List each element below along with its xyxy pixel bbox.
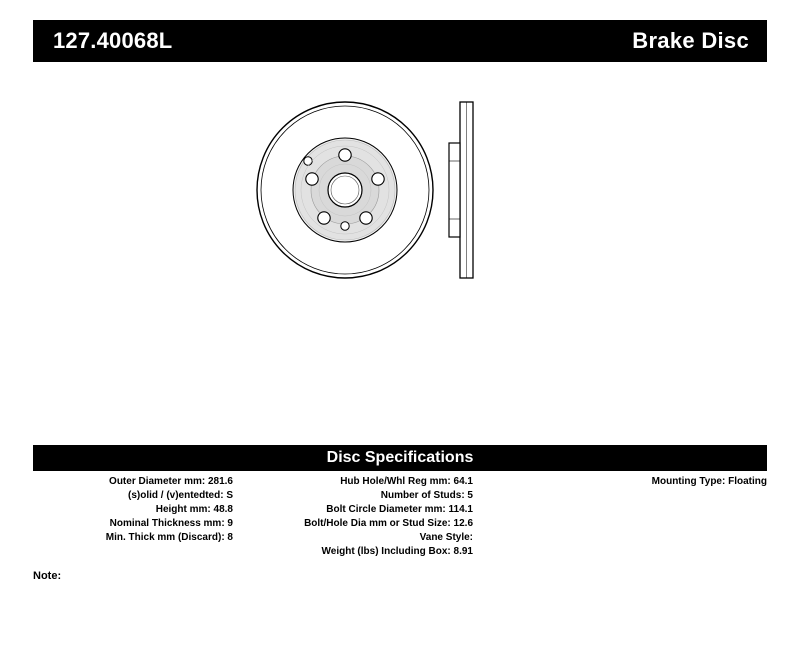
- spec-item: Min. Thick mm (Discard): 8: [105, 532, 233, 543]
- brake-disc-illustration: [250, 95, 550, 285]
- specs-column-middle: [248, 475, 473, 559]
- spec-item: Vane Style:: [419, 532, 473, 543]
- spec-item: Height mm: 48.8: [155, 504, 233, 515]
- brake-disc-drawing: [250, 95, 550, 285]
- specs-column-left: [33, 475, 233, 545]
- page-title: Brake Disc: [632, 28, 749, 53]
- spec-item: Outer Diameter mm: 281.6: [109, 476, 233, 487]
- spec-item: Nominal Thickness mm: 9: [109, 518, 233, 529]
- part-number: 127.40068L: [53, 28, 173, 53]
- specs-section-title: Disc Specifications: [326, 449, 474, 466]
- specs-section-header: [33, 445, 767, 471]
- rotor-edge-view: [449, 102, 473, 278]
- spec-item: (s)olid / (v)entedted: S: [128, 490, 233, 501]
- spec-item: Mounting Type: Floating: [651, 476, 767, 487]
- rotor-face-view: [257, 102, 433, 278]
- specs-body: [33, 475, 767, 585]
- spec-item: Bolt/Hole Dia mm or Stud Size: 12.6: [304, 518, 473, 529]
- spec-item: Hub Hole/Whl Reg mm: 64.1: [340, 476, 473, 487]
- note-label: Note:: [33, 570, 62, 582]
- spec-item: Number of Studs: 5: [380, 490, 473, 501]
- spec-item: Bolt Circle Diameter mm: 114.1: [326, 504, 473, 515]
- spec-item: Weight (lbs) Including Box: 8.91: [321, 546, 473, 557]
- specs-column-right: [545, 475, 767, 489]
- header-bar: [33, 20, 767, 62]
